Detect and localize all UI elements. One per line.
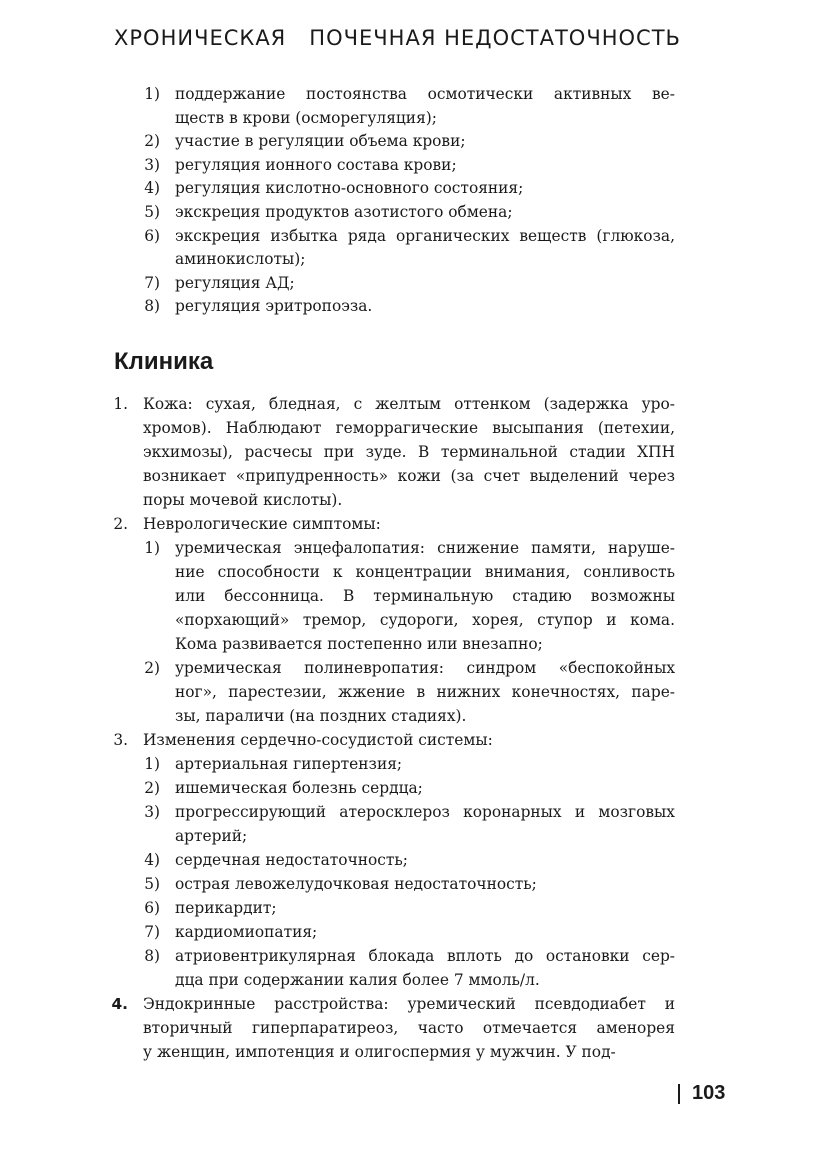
list-number: 2) (144, 779, 160, 797)
list-number: 2) (144, 132, 160, 151)
list-number: 5) (144, 875, 160, 893)
list-number: 1) (144, 755, 160, 773)
text-line: острая левожелудочковая недостаточность; (175, 875, 537, 893)
text-line: вторичный гиперпаратиреоз, часто отмечается аменорея (143, 1019, 675, 1037)
page-number-rule (678, 1084, 680, 1104)
text-line: регуляция АД; (175, 273, 295, 292)
text-line: Кома развивается постепенно или внезапно; (175, 635, 543, 653)
text-line: ног», парестезии, жжение в нижних конечностях, паре- (175, 683, 675, 701)
list-number: 4) (144, 851, 160, 869)
list-number: 2) (144, 659, 160, 677)
list-number: 3. (113, 731, 128, 749)
running-header: ХРОНИЧЕСКАЯ ПОЧЕЧНАЯ НЕДОСТАТОЧНОСТЬ (114, 26, 681, 50)
text-line: поры мочевой кислоты). (143, 491, 343, 509)
text-line: ние способности к концентрации внимания, сонливость (175, 563, 675, 581)
list-number: 7) (144, 923, 160, 941)
text-line: Изменения сердечно-сосудистой системы: (143, 731, 493, 749)
list-number: 3) (144, 803, 160, 821)
text-line: ишемическая болезнь сердца; (175, 779, 423, 797)
text-line: возникает «припудренность» кожи (за счет выделений через (143, 467, 675, 485)
text-line: экхимозы), расчесы при зуде. В терминальной стадии ХПН (143, 443, 675, 461)
text-line: регуляция эритропоэза. (175, 297, 373, 316)
list-number: 3) (144, 155, 160, 174)
text-line: перикардит; (175, 899, 277, 917)
text-line: сердечная недостаточность; (175, 851, 408, 869)
text-line: зы, параличи (на поздних стадиях). (175, 707, 467, 725)
text-line: Неврологические симптомы: (143, 515, 381, 533)
list-number: 1. (113, 395, 128, 413)
text-line: регуляция кислотно-основного состояния; (175, 179, 524, 198)
text-line: атриовентрикулярная блокада вплоть до остановки сер- (175, 947, 675, 965)
list-number: 4. (111, 995, 128, 1013)
list-number: 8) (144, 947, 160, 965)
text-line: у женщин, импотенция и олигоспермия у мужчин. У под- (143, 1043, 616, 1061)
list-number: 1) (144, 539, 160, 557)
text-line: экскреция избытка ряда органических веществ (глюкоза, (175, 226, 675, 245)
page-number-text: 103 (692, 1082, 726, 1104)
list-number: 1) (144, 85, 160, 103)
list-number: 2. (113, 515, 128, 533)
section-heading: Клиника (114, 348, 214, 375)
list-number: 4) (144, 179, 160, 198)
text-line: прогрессирующий атеросклероз коронарных и мозговых (175, 803, 675, 821)
list-number: 5) (144, 203, 160, 221)
text-line: дца при содержании калия более 7 ммоль/л. (175, 971, 540, 989)
text-line: Кожа: сухая, бледная, с желтым оттенком (задержка уро- (143, 395, 675, 413)
list-number: 8) (144, 297, 160, 316)
list-number: 6) (144, 226, 160, 245)
text-line: артерий; (175, 827, 248, 845)
text-line: регуляция ионного состава крови; (175, 155, 457, 174)
text-line: участие в регуляции объема крови; (175, 132, 466, 151)
text-line: или бессонница. В терминальную стадию возможны (175, 587, 675, 605)
text-line: хромов). Наблюдают геморрагические высыпания (петехии, (143, 419, 675, 437)
text-line: Эндокринные расстройства: уремический псевдодиабет и (143, 995, 675, 1013)
text-line: аминокислоты); (175, 250, 306, 269)
list-number: 6) (144, 899, 160, 917)
text-line: поддержание постоянства осмотически активных ве- (175, 85, 675, 103)
list-number: 7) (144, 273, 160, 292)
text-line: «порхающий» тремор, судороги, хорея, ступор и кома. (175, 611, 675, 629)
text-line: артериальная гипертензия; (175, 755, 403, 773)
text-line: ществ в крови (осморегуляция); (175, 108, 437, 127)
text-line: уремическая полиневропатия: синдром «беспокойных (175, 659, 675, 677)
text-line: кардиомиопатия; (175, 923, 318, 941)
text-line: экскреция продуктов азотистого обмена; (175, 203, 513, 221)
text-line: уремическая энцефалопатия: снижение памяти, наруше- (175, 539, 675, 557)
